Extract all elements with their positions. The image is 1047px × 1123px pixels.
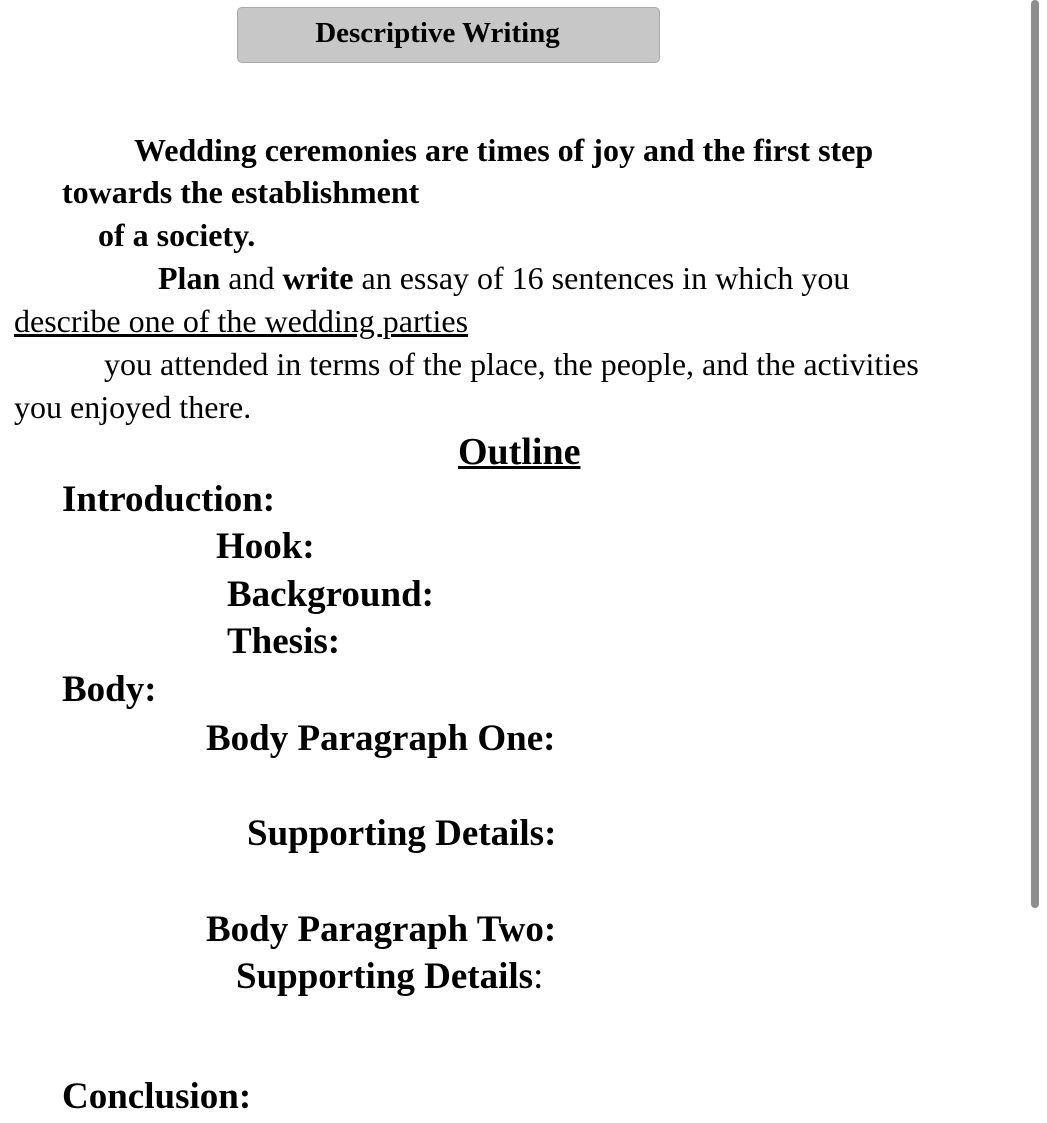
- outline-body-paragraph-one: Body Paragraph One:: [206, 718, 556, 759]
- prompt-task-line-4: you enjoyed there.: [14, 389, 252, 425]
- outline-conclusion: Conclusion:: [62, 1076, 252, 1117]
- outline-hook: Hook:: [216, 526, 315, 567]
- outline-heading: Outline: [458, 431, 581, 473]
- outline-body: Body:: [62, 669, 157, 710]
- write-word: write: [282, 260, 354, 296]
- supporting-details-two-text: Supporting Details: [236, 956, 534, 997]
- plan-word: Plan: [158, 260, 221, 296]
- prompt-task-line-1: [158, 258, 849, 298]
- outline-supporting-details-two: [236, 955, 543, 999]
- outline-thesis: Thesis:: [227, 621, 341, 662]
- prompt-intro-line-1: Wedding ceremonies are times of joy and the first step: [134, 132, 874, 168]
- and-word: and: [220, 260, 283, 296]
- document-title: Descriptive Writing: [315, 17, 560, 49]
- prompt-intro-line-3: of a society.: [98, 217, 256, 253]
- task-rest: an essay of 16 sentences in which you: [353, 260, 850, 296]
- outline-background: Background:: [227, 574, 434, 615]
- prompt-task-line-3: you attended in terms of the place, the people, and the activities: [104, 346, 919, 382]
- outline-supporting-details-one: Supporting Details:: [247, 813, 557, 854]
- prompt-intro-line-2: towards the establishment: [62, 174, 420, 210]
- title-box: [237, 7, 660, 63]
- vertical-scrollbar[interactable]: [1031, 0, 1039, 908]
- supporting-details-two-colon: :: [533, 956, 544, 997]
- prompt-underlined-task: describe one of the wedding parties: [14, 303, 469, 339]
- outline-introduction: Introduction:: [62, 479, 276, 520]
- outline-body-paragraph-two: Body Paragraph Two:: [206, 909, 557, 950]
